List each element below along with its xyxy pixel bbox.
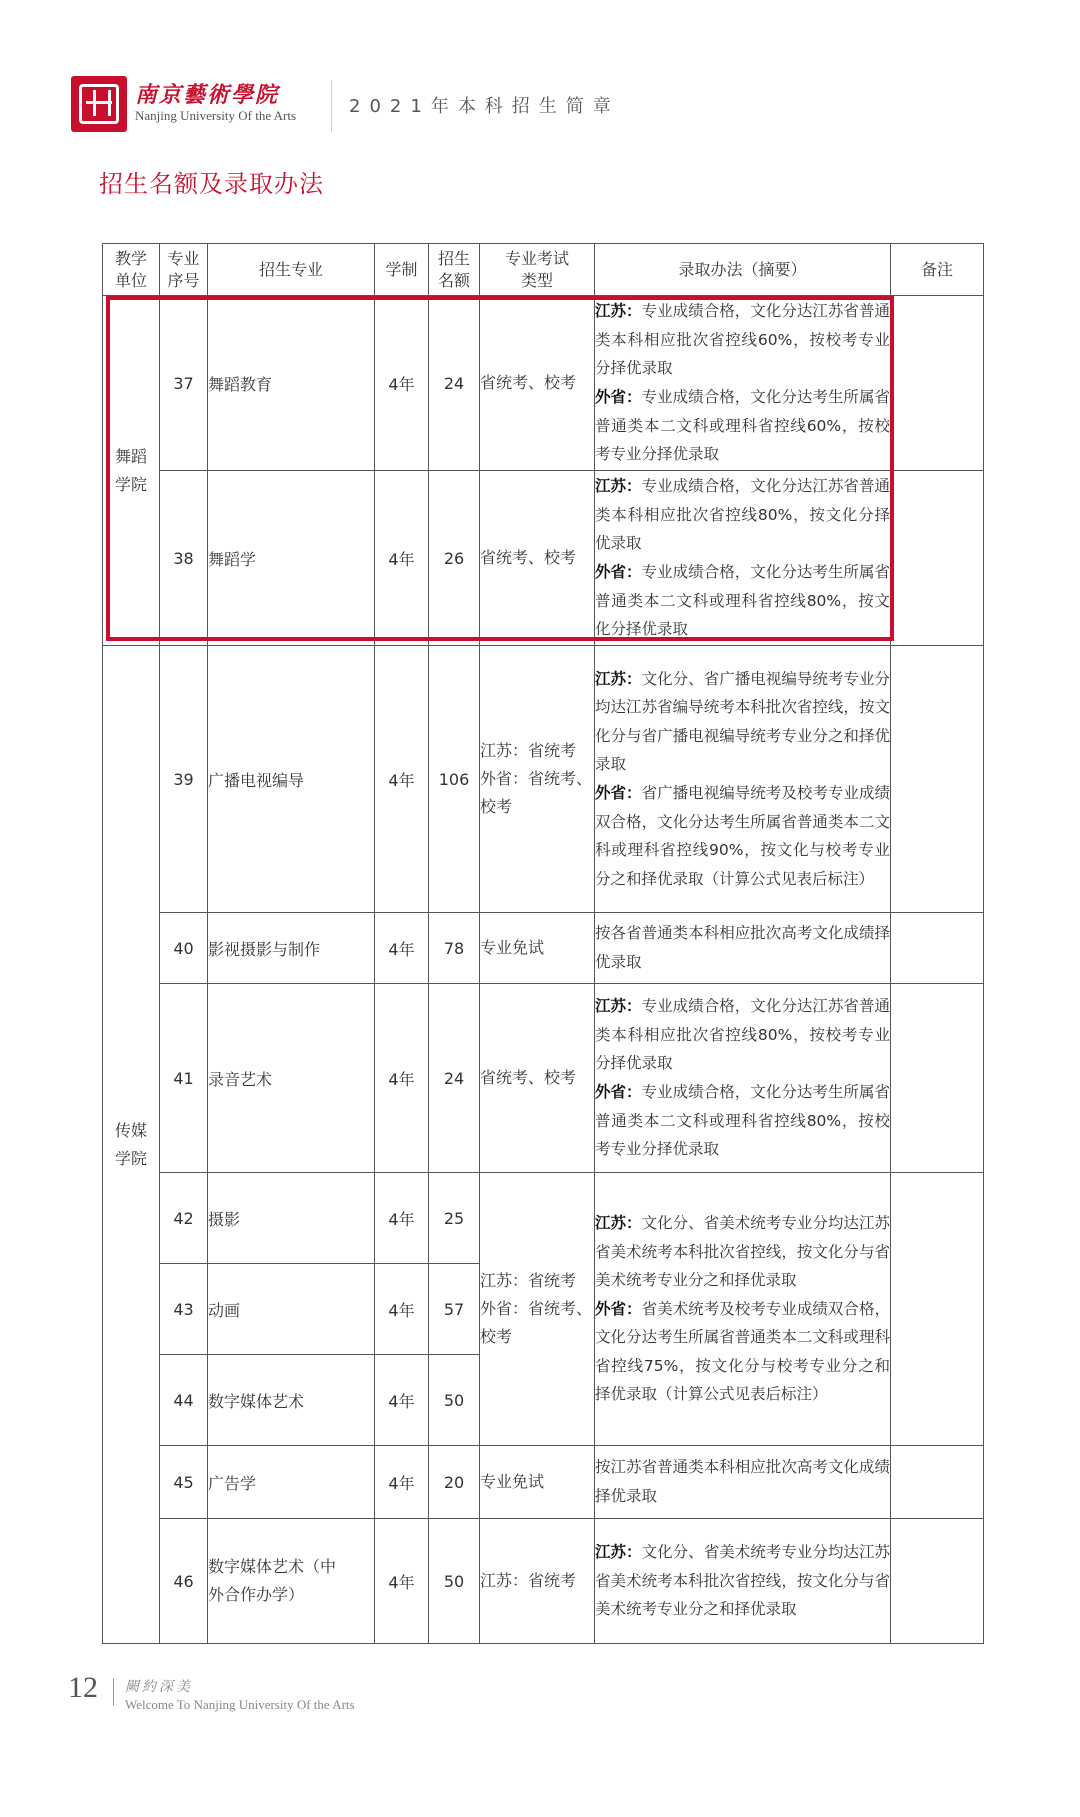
quota-cell: 24 bbox=[429, 296, 480, 471]
quota-cell: 50 bbox=[429, 1355, 480, 1446]
exam-type-cell: 省统考、校考 bbox=[480, 296, 595, 471]
unit-dance: 舞蹈 学院 bbox=[103, 296, 160, 646]
years-cell: 4年 bbox=[375, 984, 429, 1173]
major-cell: 影视摄影与制作 bbox=[208, 913, 375, 984]
method-cell: 江苏：专业成绩合格，文化分达江苏省普通类本科相应批次省控线80%，按文化分择优录取 外省：专业成绩合格，文化分达考生所属省普通类本二文科或理科省控线80%，按文化分择优录取 bbox=[595, 471, 891, 646]
section-title: 招生名额及录取办法 bbox=[99, 170, 324, 198]
years-cell: 4年 bbox=[375, 913, 429, 984]
quota-cell: 57 bbox=[429, 1264, 480, 1355]
years-cell: 4年 bbox=[375, 296, 429, 471]
exam-type-cell: 省统考、校考 bbox=[480, 471, 595, 646]
table-row bbox=[103, 296, 984, 471]
table-row bbox=[103, 646, 984, 913]
seq-cell: 37 bbox=[160, 296, 208, 471]
footer-divider bbox=[113, 1678, 114, 1706]
major-cell: 摄影 bbox=[208, 1173, 375, 1264]
table-header-row bbox=[103, 244, 984, 296]
logo-glyph-icon bbox=[79, 84, 119, 124]
header-seq: 专业 序号 bbox=[160, 244, 208, 296]
seq-cell: 46 bbox=[160, 1519, 208, 1644]
header-quota: 招生 名额 bbox=[429, 244, 480, 296]
note-cell bbox=[891, 984, 984, 1173]
table-row bbox=[103, 471, 984, 646]
years-cell: 4年 bbox=[375, 1173, 429, 1264]
method-cell: 江苏：文化分、省美术统考专业分均达江苏省美术统考本科批次省控线，按文化分与省美术统考专业分之和择优录取 外省：省美术统考及校考专业成绩双合格，文化分达考生所属省普通类本二文科或理科省控线75%，按文化分与校考专业分之和择优录取（计算公式见表后标注） bbox=[595, 1173, 891, 1446]
major-cell: 数字媒体艺术（中 外合作办学） bbox=[208, 1519, 375, 1644]
table-row bbox=[103, 913, 984, 984]
method-cell: 按江苏省普通类本科相应批次高考文化成绩择优录取 bbox=[595, 1446, 891, 1519]
years-cell: 4年 bbox=[375, 1446, 429, 1519]
exam-type-cell: 省统考、校考 bbox=[480, 984, 595, 1173]
major-cell: 录音艺术 bbox=[208, 984, 375, 1173]
years-cell: 4年 bbox=[375, 1355, 429, 1446]
seq-cell: 39 bbox=[160, 646, 208, 913]
exam-type-cell: 江苏：省统考 bbox=[480, 1519, 595, 1644]
footer-slogan-en: Welcome To Nanjing University Of the Arts bbox=[125, 1697, 355, 1712]
note-cell bbox=[891, 1446, 984, 1519]
quota-cell: 26 bbox=[429, 471, 480, 646]
seq-cell: 43 bbox=[160, 1264, 208, 1355]
years-cell: 4年 bbox=[375, 471, 429, 646]
note-cell bbox=[891, 646, 984, 913]
seq-cell: 40 bbox=[160, 913, 208, 984]
header-note: 备注 bbox=[891, 244, 984, 296]
method-cell: 江苏：文化分、省美术统考专业分均达江苏省美术统考本科批次省控线，按文化分与省美术统考专业分之和择优录取 bbox=[595, 1519, 891, 1644]
major-cell: 动画 bbox=[208, 1264, 375, 1355]
method-cell: 江苏：专业成绩合格，文化分达江苏省普通类本科相应批次省控线60%，按校考专业分择优录取 外省：专业成绩合格，文化分达考生所属省普通类本二文科或理科省控线60%，按校考专业分择优录取 bbox=[595, 296, 891, 471]
quota-cell: 78 bbox=[429, 913, 480, 984]
major-cell: 数字媒体艺术 bbox=[208, 1355, 375, 1446]
quota-cell: 25 bbox=[429, 1173, 480, 1264]
note-cell bbox=[891, 1173, 984, 1446]
seq-cell: 41 bbox=[160, 984, 208, 1173]
years-cell: 4年 bbox=[375, 646, 429, 913]
table-row bbox=[103, 984, 984, 1173]
quota-cell: 106 bbox=[429, 646, 480, 913]
note-cell bbox=[891, 913, 984, 984]
note-cell bbox=[891, 296, 984, 471]
seq-cell: 45 bbox=[160, 1446, 208, 1519]
table-row bbox=[103, 1446, 984, 1519]
page-number: 12 bbox=[68, 1671, 98, 1704]
note-cell bbox=[891, 471, 984, 646]
major-cell: 舞蹈教育 bbox=[208, 296, 375, 471]
school-logo bbox=[71, 76, 127, 132]
header-exam-type: 专业考试 类型 bbox=[480, 244, 595, 296]
header-major: 招生专业 bbox=[208, 244, 375, 296]
document-title: 2021年本科招生简章 bbox=[349, 96, 620, 117]
major-cell: 广播电视编导 bbox=[208, 646, 375, 913]
exam-type-cell: 江苏：省统考 外省：省统考、 校考 bbox=[480, 1173, 595, 1446]
seq-cell: 38 bbox=[160, 471, 208, 646]
note-cell bbox=[891, 1519, 984, 1644]
major-cell: 舞蹈学 bbox=[208, 471, 375, 646]
school-name-cn: 南京藝術學院 bbox=[135, 82, 280, 108]
admission-table bbox=[102, 243, 984, 1644]
header-method: 录取办法（摘要） bbox=[595, 244, 891, 296]
major-cell: 广告学 bbox=[208, 1446, 375, 1519]
header-years: 学制 bbox=[375, 244, 429, 296]
method-cell: 江苏：文化分、省广播电视编导统考专业分均达江苏省编导统考本科批次省控线，按文化分与省广播电视编导统考专业分之和择优录取 外省：省广播电视编导统考及校考专业成绩双合格，文化分达考生所属省普通类本二文科或理科省控线90%，按文化与校考专业分之和择优录取（计算公式见表后标注） bbox=[595, 646, 891, 913]
exam-type-cell: 专业免试 bbox=[480, 913, 595, 984]
exam-type-cell: 江苏：省统考 外省：省统考、 校考 bbox=[480, 646, 595, 913]
table-row bbox=[103, 1173, 984, 1264]
footer-slogan-cn: 闕約深美 bbox=[125, 1679, 193, 1695]
school-name-en: Nanjing University Of the Arts bbox=[135, 108, 297, 123]
quota-cell: 20 bbox=[429, 1446, 480, 1519]
quota-cell: 24 bbox=[429, 984, 480, 1173]
quota-cell: 50 bbox=[429, 1519, 480, 1644]
seq-cell: 44 bbox=[160, 1355, 208, 1446]
method-cell: 按各省普通类本科相应批次高考文化成绩择优录取 bbox=[595, 913, 891, 984]
table-row bbox=[103, 1519, 984, 1644]
header-unit: 教学 单位 bbox=[103, 244, 160, 296]
method-cell: 江苏：专业成绩合格，文化分达江苏省普通类本科相应批次省控线80%，按校考专业分择优录取 外省：专业成绩合格，文化分达考生所属省普通类本二文科或理科省控线80%，按校考专业分择优录取 bbox=[595, 984, 891, 1173]
seq-cell: 42 bbox=[160, 1173, 208, 1264]
header-divider bbox=[331, 80, 332, 132]
years-cell: 4年 bbox=[375, 1519, 429, 1644]
unit-media: 传媒 学院 bbox=[103, 646, 160, 1644]
exam-type-cell: 专业免试 bbox=[480, 1446, 595, 1519]
years-cell: 4年 bbox=[375, 1264, 429, 1355]
